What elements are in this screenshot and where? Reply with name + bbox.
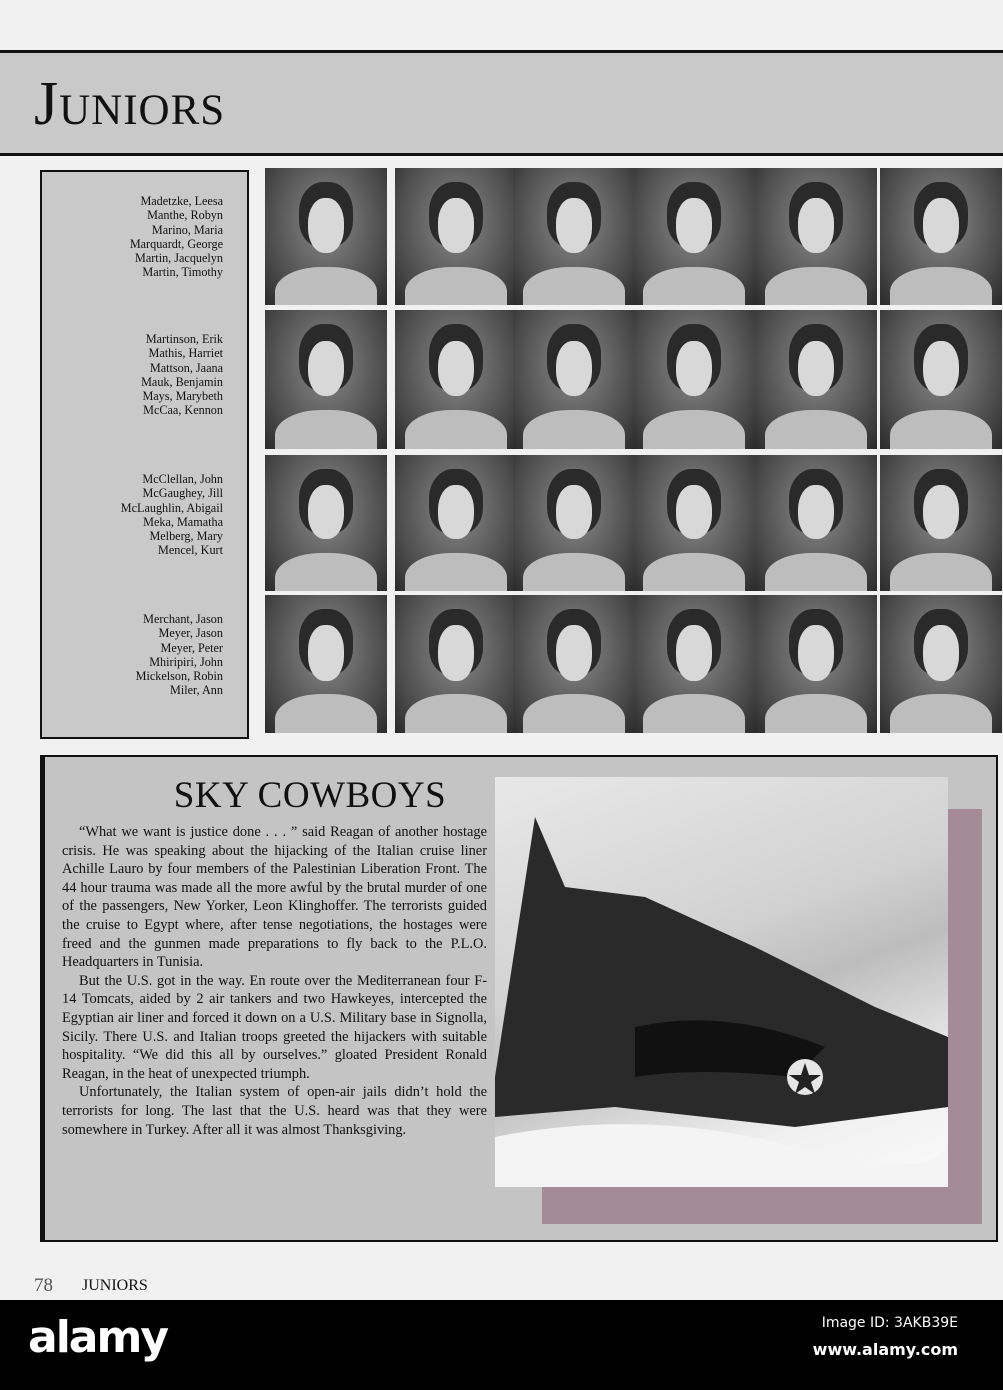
student-portrait [633,595,755,733]
article-paragraph: But the U.S. got in the way. En route over the Mediterranean four F-14 Tomcats, aided by 2 air tankers and two Hawkeyes, intercepted the Egyptian air liner and forced it down on a U.S. Military base in Signolla, Sicily. There U.S. and Italian troops greeted the hijackers with suitable hospitality. “We did this all by ourselves.” gloated President Ronald Reagan, in the heat of unexpected triumph. [62,972,487,1082]
article-body [62,823,487,1139]
student-portrait [513,595,635,733]
student-names-panel [40,170,249,739]
student-portrait [880,595,1002,733]
name-group [136,612,223,698]
student-portrait [395,595,517,733]
student-name: Mattson, Jaana [149,360,223,375]
student-name: McLaughlin, Abigail [120,500,223,515]
article-paragraph: Unfortunately, the Italian system of open-air jails didn’t hold the terrorists for long. The last that the U.S. heard was that they were somewhere in Turkey. After all it was almost Thanksgiving. [62,1084,487,1138]
student-name: Mathis, Harriet [148,346,223,361]
student-portrait [265,455,387,591]
student-name: Mays, Marybeth [142,389,223,404]
student-portrait [513,310,635,449]
student-portrait [633,310,755,449]
student-portrait [880,310,1002,449]
student-name: Martin, Jacquelyn [135,251,223,266]
name-group [121,472,223,558]
watermark-bar [0,1300,1003,1390]
student-name: Meyer, Jason [158,626,223,641]
page-number: 78 [34,1275,53,1296]
student-portrait [513,168,635,305]
student-portrait [880,455,1002,591]
student-name: Meka, Mamatha [143,514,223,529]
page-title: Juniors [34,70,226,138]
student-name: Marquardt, George [129,236,223,251]
watermark-url[interactable]: www.alamy.com [812,1340,958,1359]
student-name: Marino, Maria [151,222,223,237]
student-portrait [513,455,635,591]
student-portrait [633,168,755,305]
student-portrait [265,310,387,449]
student-name: Martin, Timothy [142,265,223,280]
name-group [141,332,223,418]
student-name: Miler, Ann [170,683,223,698]
student-name: Martinson, Erik [145,332,223,346]
section-header [0,50,1003,156]
student-portrait [755,168,877,305]
student-portrait [395,310,517,449]
footer-section-label: JUNIORS [82,1277,148,1294]
student-name: Mauk, Benjamin [141,374,223,389]
student-name: Manthe, Robyn [147,208,223,223]
article-paragraph: “What we want is justice done . . . ” said Reagan of another hostage crisis. He was speaking about the hijacking of the Italian cruise liner Achille Lauro by four members of the Palestinian Liberation Front. The 44 hour trauma was made all the more awful by the brutal murder of one of the passengers, New Yorker, Leon Klinghoffer. The terrorists guided the cruise to Egypt where, after tense negotiations, the hostages were freed and the gunmen made preparations to fly back to the P.L.O. Headquarters in Tunisia. [62,824,487,971]
student-name: Mencel, Kurt [158,543,223,558]
student-portrait [755,595,877,733]
student-name: Merchant, Jason [143,612,223,626]
student-name: McClellan, John [142,472,223,486]
student-portrait [265,168,387,305]
student-name: Mhiripiri, John [149,654,223,669]
student-name: Mickelson, Robin [135,669,223,684]
portrait-grid [265,168,1003,734]
student-name: McCaa, Kennon [143,403,223,418]
name-group [130,194,223,280]
student-portrait [755,310,877,449]
student-portrait [755,455,877,591]
student-portrait [395,168,517,305]
student-portrait [880,168,1002,305]
student-name: Melberg, Mary [149,529,223,544]
student-portrait [265,595,387,733]
student-name: Meyer, Peter [160,640,223,655]
student-portrait [633,455,755,591]
student-name: Madetzke, Leesa [140,194,223,208]
student-portrait [395,455,517,591]
article-title: SKY COWBOYS [173,775,447,816]
article-sky-cowboys [40,755,998,1242]
student-name: McGaughey, Jill [142,486,223,501]
image-id: Image ID: 3AKB39E [821,1315,958,1331]
alamy-logo: alamy [28,1312,167,1363]
fighter-jet-photo [495,777,948,1187]
